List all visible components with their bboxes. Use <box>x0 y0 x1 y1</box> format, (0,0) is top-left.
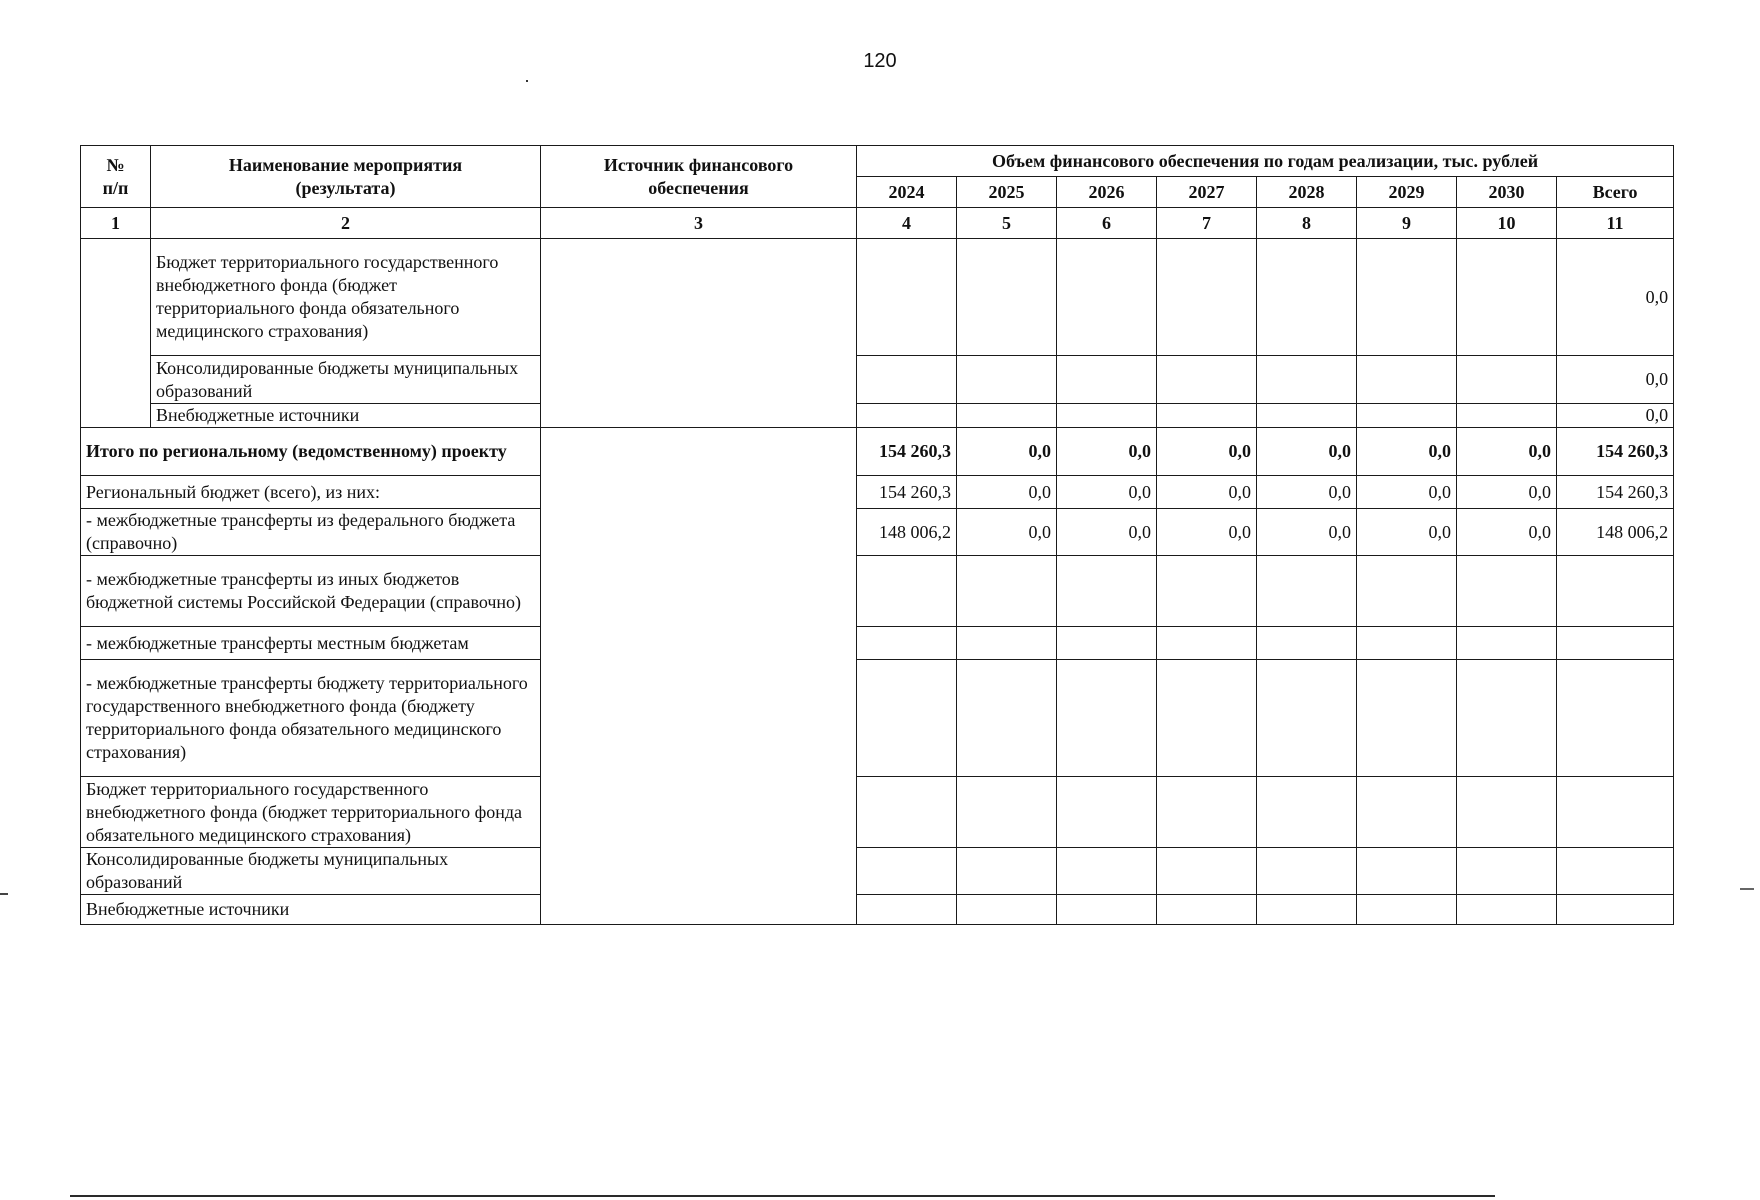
column-number: 10 <box>1457 208 1557 239</box>
value-cell <box>1157 404 1257 428</box>
value-cell <box>957 239 1057 356</box>
value-cell: 148 006,2 <box>857 509 957 556</box>
header-year: 2030 <box>1457 177 1557 208</box>
value-cell: 0,0 <box>1457 428 1557 476</box>
value-cell <box>957 356 1057 404</box>
value-cell <box>1157 777 1257 848</box>
total-cell: 154 260,3 <box>1557 428 1674 476</box>
scan-mark <box>1740 888 1754 890</box>
value-cell <box>1057 627 1157 660</box>
header-volume: Объем финансового обеспечения по годам реализации, тыс. рублей <box>857 146 1674 177</box>
value-cell: 0,0 <box>957 476 1057 509</box>
table-row <box>81 895 1674 925</box>
value-cell: 0,0 <box>1357 509 1457 556</box>
value-cell <box>1057 660 1157 777</box>
row-label: - межбюджетные трансферты из федерального бюджета (справочно) <box>81 509 541 556</box>
total-cell <box>1557 556 1674 627</box>
value-cell <box>1057 848 1157 895</box>
value-cell: 154 260,3 <box>857 428 957 476</box>
value-cell <box>1157 660 1257 777</box>
header-name: Наименование мероприятия (результата) <box>151 146 541 208</box>
value-cell <box>1357 404 1457 428</box>
value-cell: 0,0 <box>1057 428 1157 476</box>
header-year: 2026 <box>1057 177 1157 208</box>
column-number: 8 <box>1257 208 1357 239</box>
row-label: Бюджет территориального государственного внебюджетного фонда (бюджет территориального фонда обязательного медицинского страхования) <box>151 239 541 356</box>
column-number: 11 <box>1557 208 1674 239</box>
column-number: 9 <box>1357 208 1457 239</box>
value-cell <box>1357 777 1457 848</box>
value-cell <box>857 404 957 428</box>
value-cell <box>957 895 1057 925</box>
row-label: Консолидированные бюджеты муниципальных образований <box>151 356 541 404</box>
total-cell <box>1557 627 1674 660</box>
total-cell <box>1557 777 1674 848</box>
value-cell <box>1457 660 1557 777</box>
value-cell: 0,0 <box>1357 476 1457 509</box>
value-cell <box>857 239 957 356</box>
value-cell <box>1257 895 1357 925</box>
value-cell <box>1257 777 1357 848</box>
table-row <box>81 777 1674 848</box>
header-total: Всего <box>1557 177 1674 208</box>
column-number: 6 <box>1057 208 1157 239</box>
value-cell <box>857 556 957 627</box>
value-cell <box>1357 627 1457 660</box>
value-cell <box>1157 356 1257 404</box>
header-num: № п/п <box>81 146 151 208</box>
value-cell <box>1257 556 1357 627</box>
total-cell <box>1557 660 1674 777</box>
row-label: - межбюджетные трансферты бюджету территориального государственного внебюджетного фонда (бюджету территориального фонда обязательного медицинского страхования) <box>81 660 541 777</box>
value-cell <box>857 895 957 925</box>
scan-dot <box>526 80 528 82</box>
header-year: 2029 <box>1357 177 1457 208</box>
value-cell <box>1257 239 1357 356</box>
table-row <box>81 509 1674 556</box>
value-cell: 0,0 <box>1257 509 1357 556</box>
value-cell <box>957 848 1057 895</box>
header-source: Источник финансового обеспечения <box>541 146 857 208</box>
source-cell-empty <box>541 239 857 428</box>
value-cell <box>1057 895 1157 925</box>
value-cell <box>1257 627 1357 660</box>
value-cell <box>1357 556 1457 627</box>
value-cell <box>1357 660 1457 777</box>
value-cell: 0,0 <box>1457 509 1557 556</box>
value-cell <box>1457 556 1557 627</box>
table-row <box>81 556 1674 627</box>
row-label: - межбюджетные трансферты из иных бюджетов бюджетной системы Российской Федерации (справочно) <box>81 556 541 627</box>
total-cell: 154 260,3 <box>1557 476 1674 509</box>
value-cell: 0,0 <box>1157 428 1257 476</box>
row-label: - межбюджетные трансферты местным бюджетам <box>81 627 541 660</box>
value-cell: 0,0 <box>1057 476 1157 509</box>
table-row <box>81 356 1674 404</box>
value-cell <box>1357 848 1457 895</box>
value-cell: 0,0 <box>1157 476 1257 509</box>
value-cell <box>1457 239 1557 356</box>
table-row <box>81 404 1674 428</box>
value-cell <box>1057 404 1157 428</box>
table-row <box>81 660 1674 777</box>
scan-mark <box>0 893 8 895</box>
value-cell <box>957 556 1057 627</box>
value-cell: 0,0 <box>957 428 1057 476</box>
column-number: 5 <box>957 208 1057 239</box>
value-cell: 154 260,3 <box>857 476 957 509</box>
value-cell: 0,0 <box>957 509 1057 556</box>
column-number: 1 <box>81 208 151 239</box>
total-cell <box>1557 895 1674 925</box>
column-number: 3 <box>541 208 857 239</box>
row-label: Внебюджетные источники <box>151 404 541 428</box>
table-row <box>81 476 1674 509</box>
value-cell <box>857 356 957 404</box>
table-row <box>81 627 1674 660</box>
value-cell <box>1457 777 1557 848</box>
value-cell <box>1357 356 1457 404</box>
value-cell <box>957 627 1057 660</box>
page-number: 120 <box>863 50 897 72</box>
total-cell: 0,0 <box>1557 404 1674 428</box>
value-cell <box>1257 404 1357 428</box>
header-year: 2027 <box>1157 177 1257 208</box>
table-row <box>81 239 1674 356</box>
value-cell <box>1457 356 1557 404</box>
total-cell: 148 006,2 <box>1557 509 1674 556</box>
header-year: 2028 <box>1257 177 1357 208</box>
value-cell <box>857 627 957 660</box>
value-cell <box>957 777 1057 848</box>
value-cell <box>1457 848 1557 895</box>
financing-table <box>80 145 1674 925</box>
value-cell <box>1357 895 1457 925</box>
row-label: Региональный бюджет (всего), из них: <box>81 476 541 509</box>
table-row <box>81 848 1674 895</box>
value-cell <box>1257 660 1357 777</box>
value-cell: 0,0 <box>1157 509 1257 556</box>
value-cell <box>1057 239 1157 356</box>
value-cell <box>1057 556 1157 627</box>
source-cell-empty <box>541 428 857 925</box>
header-year: 2025 <box>957 177 1057 208</box>
header-year: 2024 <box>857 177 957 208</box>
value-cell <box>857 660 957 777</box>
value-cell: 0,0 <box>1457 476 1557 509</box>
value-cell <box>857 777 957 848</box>
row-label: Внебюджетные источники <box>81 895 541 925</box>
row-label: Бюджет территориального государственного внебюджетного фонда (бюджет территориального фонда обязательного медицинского страхования) <box>81 777 541 848</box>
value-cell: 0,0 <box>1257 428 1357 476</box>
value-cell <box>957 660 1057 777</box>
value-cell <box>1057 356 1157 404</box>
column-number: 2 <box>151 208 541 239</box>
value-cell <box>1357 239 1457 356</box>
bottom-rule <box>70 1195 1495 1197</box>
header-row <box>81 146 1674 177</box>
column-number: 4 <box>857 208 957 239</box>
num-cell-empty <box>81 239 151 428</box>
row-label: Итого по региональному (ведомственному) проекту <box>81 428 541 476</box>
total-cell: 0,0 <box>1557 239 1674 356</box>
value-cell <box>1457 895 1557 925</box>
value-cell <box>1457 627 1557 660</box>
value-cell <box>1157 239 1257 356</box>
value-cell: 0,0 <box>1057 509 1157 556</box>
value-cell: 0,0 <box>1357 428 1457 476</box>
value-cell <box>1257 848 1357 895</box>
value-cell <box>1057 777 1157 848</box>
row-label: Консолидированные бюджеты муниципальных образований <box>81 848 541 895</box>
column-number: 7 <box>1157 208 1257 239</box>
value-cell <box>1457 404 1557 428</box>
total-cell: 0,0 <box>1557 356 1674 404</box>
value-cell <box>1257 356 1357 404</box>
table-row-total <box>81 428 1674 476</box>
total-cell <box>1557 848 1674 895</box>
value-cell <box>1157 556 1257 627</box>
value-cell <box>957 404 1057 428</box>
value-cell <box>1157 848 1257 895</box>
value-cell <box>1157 627 1257 660</box>
value-cell <box>857 848 957 895</box>
value-cell: 0,0 <box>1257 476 1357 509</box>
value-cell <box>1157 895 1257 925</box>
column-number-row <box>81 208 1674 239</box>
